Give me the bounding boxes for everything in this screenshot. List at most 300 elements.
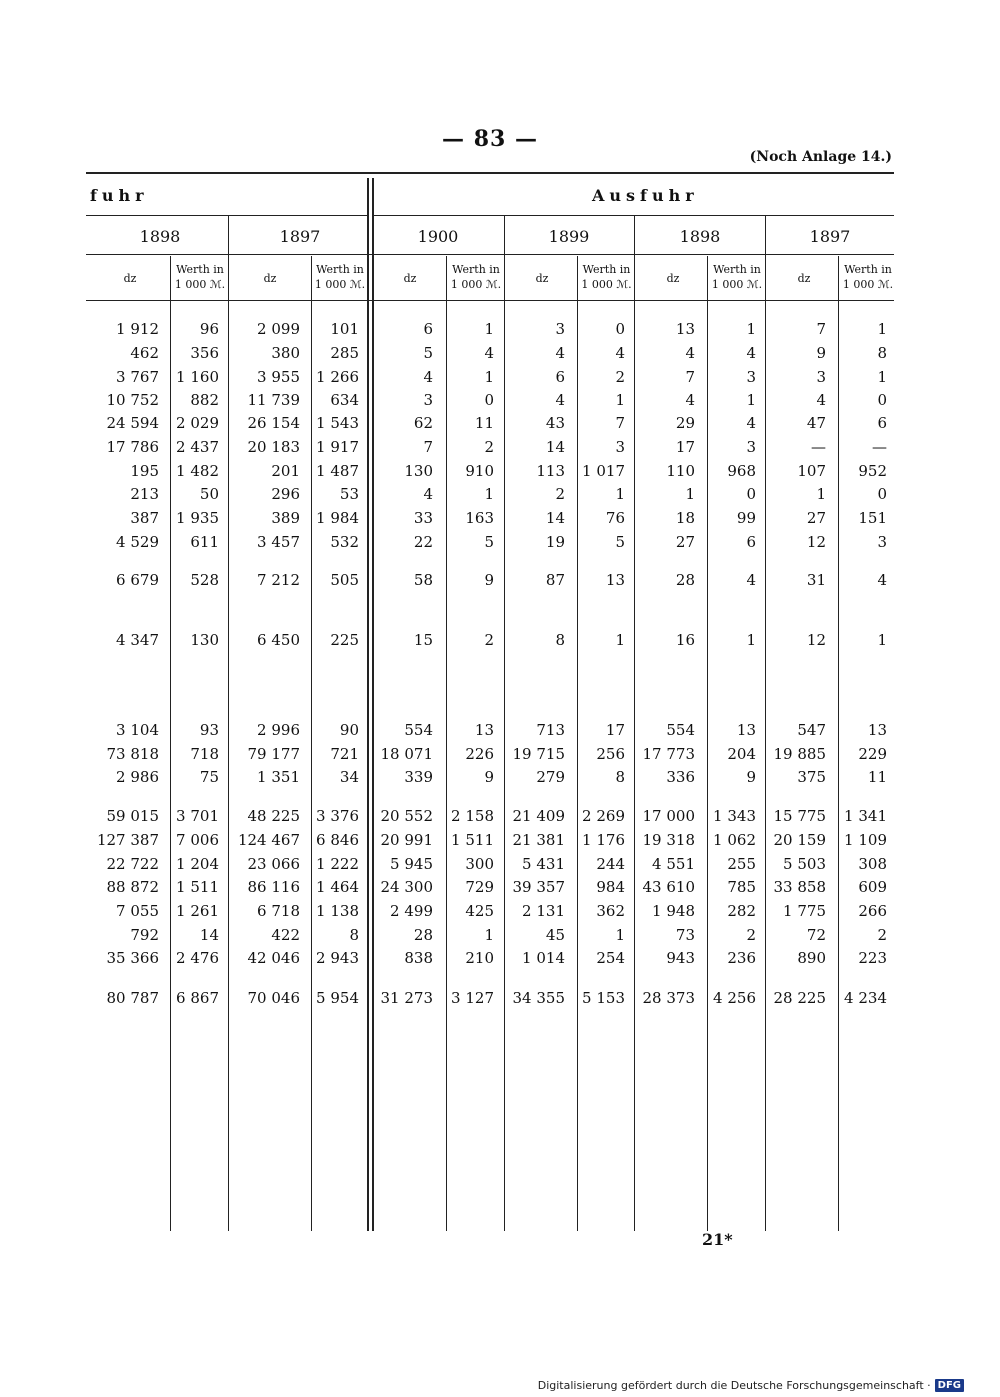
table-cell: 2 158 [451,807,494,825]
table-cell: 53 [339,485,359,503]
table-cell: 9 [484,571,494,589]
table-cell: 2 [877,926,887,944]
table-cell: 96 [199,320,219,338]
table-cell: 375 [797,768,826,786]
table-cell: 4 [746,414,756,432]
table-cell: 255 [727,855,756,873]
credit-text: Digitalisierung gefördert durch die Deutsche Forschungsgemeinschaft · [537,1379,931,1392]
table-cell: 124 467 [237,831,300,849]
table-cell: 6 450 [257,631,300,649]
table-cell: 943 [666,949,695,967]
table-cell: 721 [330,745,359,763]
table-cell: 28 225 [773,989,826,1007]
table-cell: 2 [555,485,565,503]
table-cell: 1 984 [316,509,359,527]
table-cell: 27 [675,533,695,551]
table-cell: 1 511 [176,878,219,896]
table-cell: 952 [858,462,887,480]
table-cell: 1 [615,485,625,503]
table-cell: 554 [404,721,433,739]
dfg-logo: DFG [935,1379,964,1392]
table-cell: 7 006 [176,831,219,849]
table-cell: 3 [746,368,756,386]
table-cell: 1 948 [652,902,695,920]
table-cell: 5 954 [316,989,359,1007]
table-cell: 4 [484,344,494,362]
table-cell: 22 [413,533,433,551]
table-cell: 21 409 [512,807,565,825]
table-cell: 2 437 [176,438,219,456]
table-cell: 6 [746,533,756,551]
table-cell: 110 [666,462,695,480]
table-cell: 1 343 [713,807,756,825]
table-cell: 387 [130,509,159,527]
table-cell: 4 [423,485,433,503]
table-cell: 1 176 [582,831,625,849]
table-cell: 882 [190,391,219,409]
table-cell: 1 [484,485,494,503]
table-cell: 48 225 [247,807,300,825]
table-cell: 2 269 [582,807,625,825]
page-number: — 83 — [442,126,538,152]
table-cell: 4 [555,344,565,362]
year-header: 1898 [139,227,181,246]
table-cell: 127 387 [96,831,159,849]
table-cell: 308 [858,855,887,873]
table-cell: 99 [736,509,756,527]
table-cell: 609 [858,878,887,896]
table-cell: 1 222 [316,855,359,873]
table-cell: 1 [877,368,887,386]
table-cell: 4 347 [116,631,159,649]
col-divider [838,256,839,1231]
table-cell: 20 183 [247,438,300,456]
table-cell: 0 [746,485,756,503]
table-cell: 2 476 [176,949,219,967]
table-cell: 2 [484,438,494,456]
table-cell: 425 [465,902,494,920]
table-cell: 0 [877,485,887,503]
year-header: 1897 [809,227,851,246]
table-cell: 213 [130,485,159,503]
table-cell: 2 986 [116,768,159,786]
table-cell: 2 [746,926,756,944]
table-cell: 4 529 [116,533,159,551]
col-divider [707,256,708,1231]
table-cell: 19 [545,533,565,551]
table-cell: 90 [339,721,359,739]
table-cell: 5 [484,533,494,551]
table-cell: 1 464 [316,878,359,896]
table-top-rule [86,172,894,174]
table-cell: 33 [413,509,433,527]
table-cell: 17 [675,438,695,456]
table-cell: 8 [349,926,359,944]
table-cell: 6 [555,368,565,386]
table-cell: 13 [474,721,494,739]
table-cell: 1 351 [257,768,300,786]
table-cell: 6 [877,414,887,432]
year-header: 1897 [279,227,321,246]
table-cell: 4 234 [844,989,887,1007]
table-cell: 7 [685,368,695,386]
year-header: 1899 [548,227,590,246]
table-cell: 62 [413,414,433,432]
table-cell: 254 [596,949,625,967]
group-title-ausfuhr: Ausfuhr [592,186,699,205]
table-cell: 462 [130,344,159,362]
table-cell: 4 [685,391,695,409]
table-cell: 389 [271,509,300,527]
table-cell: 204 [727,745,756,763]
table-cell: 28 [413,926,433,944]
unit-value: Werth in 1 000 ℳ. [711,263,763,291]
table-cell: 729 [465,878,494,896]
table-cell: 3 [877,533,887,551]
table-cell: 39 357 [512,878,565,896]
table-cell: 130 [190,631,219,649]
table-cell: 1 [816,485,826,503]
table-cell: 70 046 [247,989,300,1007]
table-cell: 4 [615,344,625,362]
table-cell: 1 543 [316,414,359,432]
table-cell: 225 [330,631,359,649]
table-cell: 634 [330,391,359,409]
table-cell: 1 [615,391,625,409]
table-cell: 1 341 [844,807,887,825]
table-cell: 7 [423,438,433,456]
table-cell: 1 014 [522,949,565,967]
col-divider [311,256,312,1231]
table-cell: 296 [271,485,300,503]
table-cell: 713 [536,721,565,739]
table-cell: 2 131 [522,902,565,920]
table-cell: 75 [199,768,219,786]
table-cell: 4 551 [652,855,695,873]
table-cell: 35 366 [106,949,159,967]
table-cell: 34 355 [512,989,565,1007]
table-cell: 380 [271,344,300,362]
table-cell: 3 [746,438,756,456]
table-cell: 9 [746,768,756,786]
table-cell: 73 818 [106,745,159,763]
table-cell: 0 [484,391,494,409]
table-cell: 1 160 [176,368,219,386]
table-cell: 14 [545,509,565,527]
table-cell: 18 071 [380,745,433,763]
table-cell: 24 594 [106,414,159,432]
table-cell: 229 [858,745,887,763]
table-cell: 528 [190,571,219,589]
table-cell: 5 945 [390,855,433,873]
table-cell: 130 [404,462,433,480]
table-cell: 9 [484,768,494,786]
group-title-einfuhr: fuhr [90,186,149,205]
group-rule-left [86,215,368,216]
table-cell: 113 [536,462,565,480]
table-cell: 785 [727,878,756,896]
table-cell: 13 [675,320,695,338]
table-cell: 19 885 [773,745,826,763]
table-cell: 1 109 [844,831,887,849]
table-cell: 42 046 [247,949,300,967]
table-cell: 547 [797,721,826,739]
table-cell: 195 [130,462,159,480]
table-cell: 13 [736,721,756,739]
table-cell: 50 [199,485,219,503]
table-cell: 86 116 [247,878,300,896]
table-cell: 45 [545,926,565,944]
table-cell: 285 [330,344,359,362]
table-cell: 3 104 [116,721,159,739]
table-cell: 15 775 [773,807,826,825]
table-cell: 4 [746,571,756,589]
table-cell: 7 [615,414,625,432]
table-cell: 3 955 [257,368,300,386]
table-cell: 43 610 [642,878,695,896]
table-cell: 1 [484,926,494,944]
table-cell: 17 [605,721,625,739]
table-cell: 6 846 [316,831,359,849]
table-cell: 1 266 [316,368,359,386]
table-cell: 76 [605,509,625,527]
col-divider [228,215,229,1231]
table-cell: 8 [555,631,565,649]
table-cell: 1 [877,320,887,338]
table-cell: 1 261 [176,902,219,920]
table-cell: 8 [615,768,625,786]
col-divider [170,256,171,1231]
table-cell: 1 935 [176,509,219,527]
table-cell: 13 [867,721,887,739]
table-cell: 1 017 [582,462,625,480]
table-cell: 5 431 [522,855,565,873]
table-cell: 339 [404,768,433,786]
table-cell: 14 [545,438,565,456]
table-cell: 2 499 [390,902,433,920]
unit-value: Werth in 1 000 ℳ. [314,263,366,291]
table-cell: 3 701 [176,807,219,825]
table-cell: 16 [675,631,695,649]
unit-dz: dz [403,272,417,285]
table-cell: 2 996 [257,721,300,739]
year-rule [86,254,894,255]
unit-dz: dz [123,272,137,285]
table-cell: 2 099 [257,320,300,338]
table-cell: 27 [806,509,826,527]
table-cell: 101 [330,320,359,338]
table-cell: 28 373 [642,989,695,1007]
table-cell: 3 127 [451,989,494,1007]
table-cell: 34 [339,768,359,786]
table-cell: 6 718 [257,902,300,920]
table-cell: 362 [596,902,625,920]
unit-dz: dz [666,272,680,285]
table-cell: 1 [877,631,887,649]
col-divider [577,256,578,1231]
table-cell: 3 376 [316,807,359,825]
table-cell: 1 [746,320,756,338]
table-cell: 11 [867,768,887,786]
table-cell: 24 300 [380,878,433,896]
table-cell: 15 [413,631,433,649]
table-cell: 21 381 [512,831,565,849]
table-cell: 336 [666,768,695,786]
table-cell: 554 [666,721,695,739]
table-cell: 47 [806,414,826,432]
unit-value: Werth in 1 000 ℳ. [174,263,226,291]
table-cell: 7 [816,320,826,338]
table-cell: 20 991 [380,831,433,849]
table-cell: 2 [484,631,494,649]
table-cell: — [872,438,887,456]
unit-dz: dz [263,272,277,285]
table-cell: 968 [727,462,756,480]
sheet-mark: 21* [702,1230,733,1249]
table-cell: 1 [484,368,494,386]
table-cell: 17 786 [106,438,159,456]
table-cell: 2 943 [316,949,359,967]
table-cell: 532 [330,533,359,551]
table-cell: 59 015 [106,807,159,825]
table-cell: 4 [746,344,756,362]
header-bottom-rule [86,300,894,301]
table-cell: 356 [190,344,219,362]
table-cell: 1 204 [176,855,219,873]
table-cell: 107 [797,462,826,480]
table-cell: 1 917 [316,438,359,456]
table-cell: 8 [877,344,887,362]
table-cell: 0 [615,320,625,338]
table-cell: 1 [685,485,695,503]
table-cell: 26 154 [247,414,300,432]
table-cell: 718 [190,745,219,763]
table-cell: 244 [596,855,625,873]
table-cell: 4 [685,344,695,362]
annex-label: (Noch Anlage 14.) [749,149,892,165]
table-cell: 43 [545,414,565,432]
year-header: 1900 [417,227,459,246]
table-cell: 11 739 [247,391,300,409]
table-cell: 792 [130,926,159,944]
table-cell: 6 867 [176,989,219,1007]
table-cell: 611 [190,533,219,551]
table-cell: 201 [271,462,300,480]
col-divider [634,215,635,1231]
table-cell: 4 [816,391,826,409]
table-cell: 1 482 [176,462,219,480]
table-cell: 17 773 [642,745,695,763]
table-cell: 18 [675,509,695,527]
table-cell: 838 [404,949,433,967]
table-cell: 1 [746,391,756,409]
table-cell: 5 153 [582,989,625,1007]
table-cell: 58 [413,571,433,589]
table-cell: 22 722 [106,855,159,873]
table-cell: 29 [675,414,695,432]
table-cell: 9 [816,344,826,362]
table-cell: 2 029 [176,414,219,432]
table-cell: 3 [816,368,826,386]
table-cell: 31 [806,571,826,589]
table-cell: 33 858 [773,878,826,896]
table-cell: 19 318 [642,831,695,849]
table-cell: 890 [797,949,826,967]
unit-value: Werth in 1 000 ℳ. [581,263,632,291]
table-cell: 3 [555,320,565,338]
table-cell: 266 [858,902,887,920]
table-cell: 20 552 [380,807,433,825]
table-cell: 7 212 [257,571,300,589]
table-cell: 151 [858,509,887,527]
table-cell: 1 [746,631,756,649]
table-cell: 1 [615,631,625,649]
table-cell: 93 [199,721,219,739]
table-cell: 12 [806,533,826,551]
year-header: 1898 [679,227,721,246]
unit-value: Werth in 1 000 ℳ. [842,263,894,291]
table-cell: 6 [423,320,433,338]
col-divider [504,215,505,1231]
table-cell: 19 715 [512,745,565,763]
table-cell: 4 [877,571,887,589]
digitization-credit [538,1379,964,1392]
table-cell: 3 [423,391,433,409]
table-cell: 23 066 [247,855,300,873]
table-cell: 5 [423,344,433,362]
unit-value: Werth in 1 000 ℳ. [450,263,502,291]
table-cell: 1 775 [783,902,826,920]
table-cell: 1 487 [316,462,359,480]
table-cell: 14 [199,926,219,944]
table-cell: 236 [727,949,756,967]
table-cell: 17 000 [642,807,695,825]
table-cell: 1 511 [451,831,494,849]
table-cell: 6 679 [116,571,159,589]
table-cell: 10 752 [106,391,159,409]
table-cell: 282 [727,902,756,920]
table-cell: 88 872 [106,878,159,896]
double-divider-b [372,178,374,1231]
table-cell: 12 [806,631,826,649]
table-cell: 984 [596,878,625,896]
table-cell: 5 503 [783,855,826,873]
table-cell: 505 [330,571,359,589]
table-cell: 223 [858,949,887,967]
table-cell: 3 457 [257,533,300,551]
table-cell: 28 [675,571,695,589]
table-cell: 279 [536,768,565,786]
table-cell: 256 [596,745,625,763]
table-cell: 80 787 [106,989,159,1007]
table-cell: 5 [615,533,625,551]
table-cell: 4 256 [713,989,756,1007]
table-cell: 31 273 [380,989,433,1007]
table-cell: 73 [675,926,695,944]
table-cell: 7 055 [116,902,159,920]
table-cell: 1 138 [316,902,359,920]
table-cell: 0 [877,391,887,409]
table-cell: — [811,438,826,456]
col-divider [446,256,447,1231]
table-cell: 300 [465,855,494,873]
table-cell: 422 [271,926,300,944]
table-cell: 163 [465,509,494,527]
table-cell: 3 [615,438,625,456]
unit-dz: dz [535,272,549,285]
table-cell: 226 [465,745,494,763]
table-cell: 1 [615,926,625,944]
